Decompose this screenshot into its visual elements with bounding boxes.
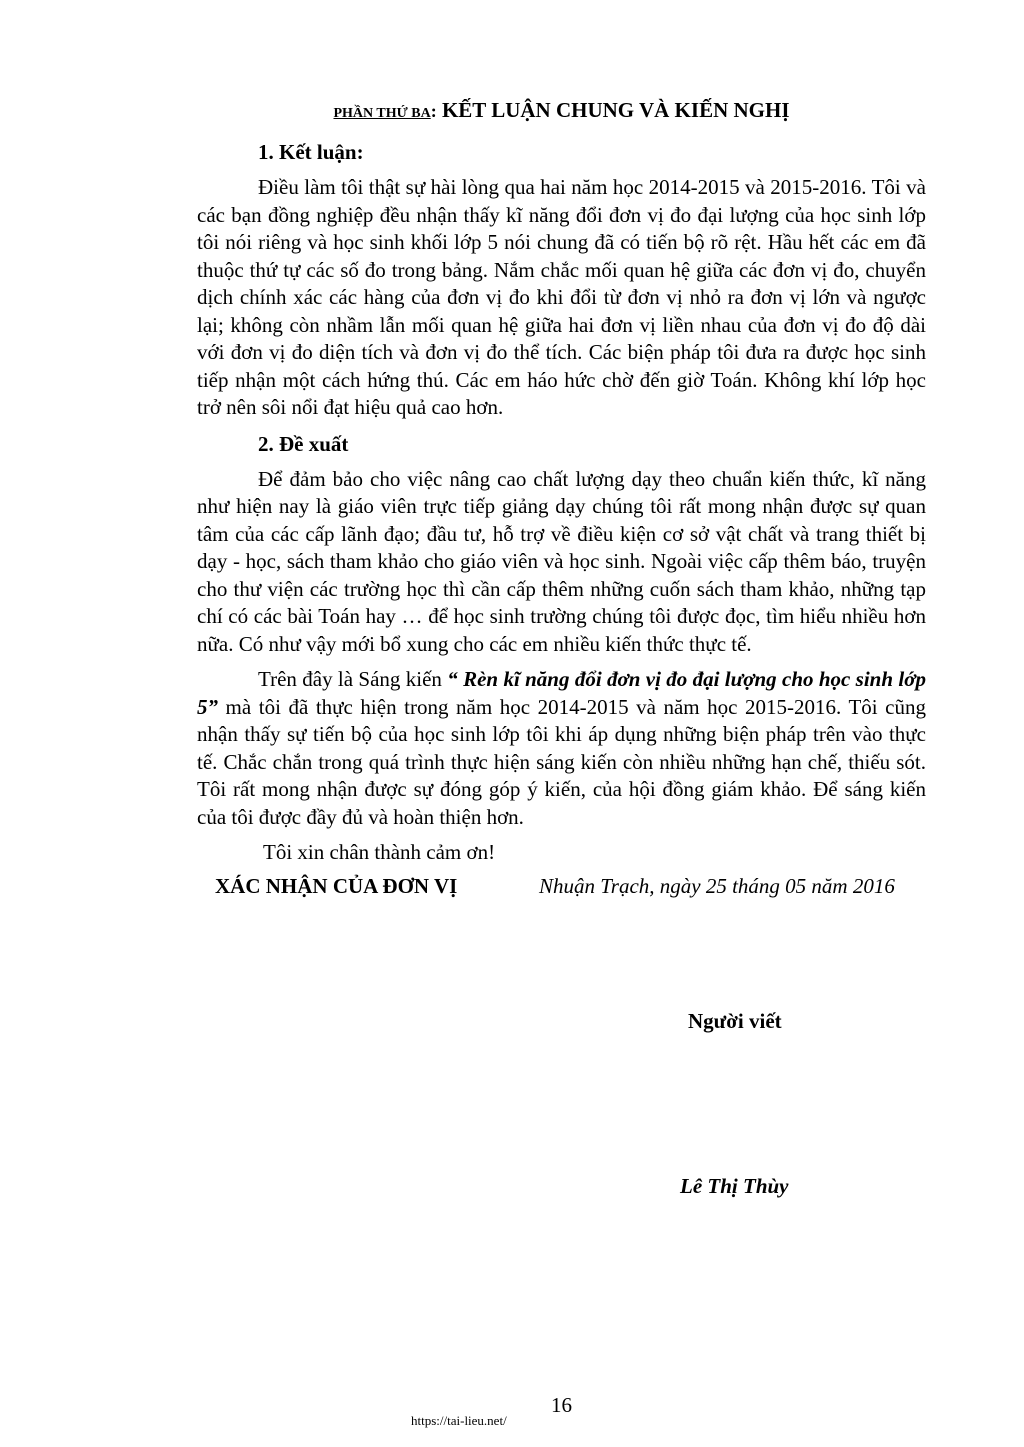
- conclusion-paragraph: Điều làm tôi thật sự hài lòng qua hai năm học 2014-2015 và 2015-2016. Tôi và các bạn đồng nghiệp đều nhận thấy kĩ năng đổi đơn vị đo đại lượng của học sinh lớp tôi nói riêng và học sinh khối lớp 5 nói chung đã có tiến bộ rõ rệt. Hầu hết các em đã thuộc thứ tự các số đo trong bảng. Nắm chắc mối quan hệ giữa các đơn vị đo, chuyển dịch chính xác các hàng của đơn vị đo khi đổi từ đơn vị nhỏ ra đơn vị lớn và ngược lại; không còn nhầm lẫn mối quan hệ giữa hai đơn vị liền nhau của đơn vị đo độ dài với đơn vị đo diện tích và đơn vị đo thể tích. Các biện pháp tôi đưa ra được học sinh tiếp nhận một cách hứng thú. Các em háo hức chờ đến giờ Toán. Không khí lớp học trở nên sôi nổi đạt hiệu quả cao hơn.: [197, 175, 926, 419]
- proposal-paragraph: Để đảm bảo cho việc nâng cao chất lượng dạy theo chuẩn kiến thức, kĩ năng như hiện nay là giáo viên trực tiếp giảng dạy chúng tôi rất mong nhận được sự quan tâm của các cấp lãnh đạo; đầu tư, hỗ trợ về điều kiện cơ sở vật chất và trang thiết bị dạy - học, sách tham khảo cho giáo viên và học sinh. Ngoài việc cấp thêm báo, truyện cho thư viện các trường học thì cần cấp thêm những cuốn sách tham khảo, những tạp chí có các bài Toán hay … để học sinh trường chúng tôi được đọc, tìm hiểu nhiều hơn nữa. Có như vậy mới bổ xung cho các em nhiều kiến thức thực tế.: [197, 466, 926, 656]
- part-heading: [197, 94, 926, 130]
- closing-intro: Trên đây là Sáng kiến: [258, 667, 448, 691]
- footer-url[interactable]: https://tai-lieu.net/: [411, 1413, 507, 1428]
- part-title: KẾT LUẬN CHUNG VÀ KIẾN NGHỊ: [441, 98, 790, 122]
- page-number: 16: [551, 1393, 572, 1417]
- section-title-conclusion: 1. Kết luận:: [258, 140, 364, 164]
- unit-confirmation-label: XÁC NHẬN CỦA ĐƠN VỊ: [215, 873, 458, 898]
- closing-rest: mà tôi đã thực hiện trong năm học 2014-2015 và năm học 2015-2016. Tôi cũng nhận thấy sự tiến bộ của học sinh lớp tôi khi áp dụng những biện pháp trên vào thực tế. Chắc chắn trong quá trình thực hiện sáng kiến còn nhiều những hạn chế, thiếu sót. Tôi rất mong nhận được sự đóng góp ý kiến, của hội đồng giám khảo. Để sáng kiến của tôi được đầy đủ và hoàn thiện hơn.: [197, 694, 926, 829]
- thanks-line: Tôi xin chân thành cảm ơn!: [263, 840, 496, 864]
- document-body: [197, 94, 926, 901]
- section-title-proposal: 2. Đề xuất: [258, 431, 349, 456]
- signature-row: [197, 873, 926, 901]
- initiative-title: “ Rèn kĩ năng đổi đơn vị đo đại lượng cho học sinh lớp 5”: [197, 667, 926, 719]
- writer-name: Lê Thị Thùy: [680, 1174, 789, 1198]
- part-label: PHẦN THỨ BA: [333, 106, 431, 121]
- closing-paragraph: [197, 666, 926, 831]
- place-date: Nhuận Trạch, ngày 25 tháng 05 năm 2016: [539, 873, 895, 898]
- writer-label: Người viết: [688, 1009, 782, 1033]
- part-colon: :: [430, 101, 437, 121]
